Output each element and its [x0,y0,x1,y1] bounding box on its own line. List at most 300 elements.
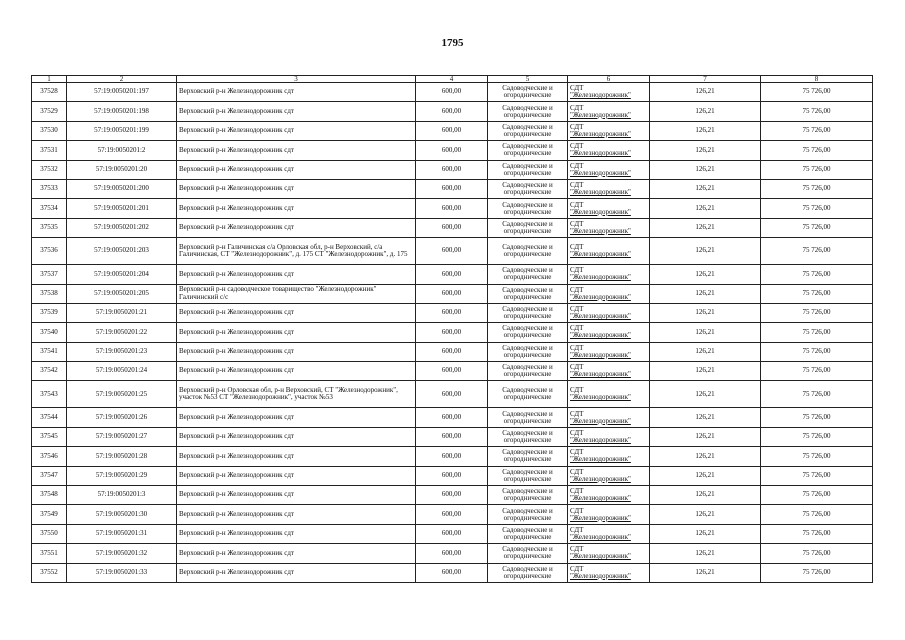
cadastral-number: 57:19:0050201:25 [67,381,177,408]
address: Верховский р-н Железнодорожник сдт [177,141,416,160]
land-use [488,102,568,121]
land-use-line1: Садоводческие и [502,161,553,170]
land-use [488,524,568,543]
land-use [488,218,568,237]
table-row [32,486,873,505]
table-row [32,342,873,361]
organization [568,323,650,342]
area: 600,00 [416,102,488,121]
land-use-line2: огороднические [503,455,552,464]
cadastral-number: 57:19:0050201:29 [67,466,177,485]
row-number: 37533 [32,179,67,198]
cadastral-number: 57:19:0050201:32 [67,544,177,563]
table-row [32,102,873,121]
specific-value: 126,21 [650,303,761,322]
organization-line2: "Железнодорожник" [570,292,631,301]
row-number: 37547 [32,466,67,485]
table-row [32,466,873,485]
land-use-line1: Садоводческие и [502,285,553,294]
organization-line1: СДТ [570,564,584,573]
address: Верховский р-н Железнодорожник сдт [177,524,416,543]
row-number: 37537 [32,265,67,284]
organization-line2: "Железнодорожник" [570,188,631,197]
organization-line2: "Железнодорожник" [570,494,631,503]
col-header-6: 6 [568,76,650,83]
organization-line2: "Железнодорожник" [570,207,631,216]
table-row [32,121,873,140]
row-number: 37541 [32,342,67,361]
land-use-line1: Садоводческие и [502,181,553,190]
address: Верховский р-н Железнодорожник сдт [177,466,416,485]
area: 600,00 [416,505,488,524]
land-use-line2: огороднические [503,110,552,119]
cadastral-value: 75 726,00 [761,121,873,140]
organization-line2: "Железнодорожник" [570,455,631,464]
specific-value: 126,21 [650,342,761,361]
land-use-line1: Садоводческие и [502,564,553,573]
table-row [32,179,873,198]
organization-line2: "Железнодорожник" [570,393,631,402]
cadastral-value: 75 726,00 [761,303,873,322]
land-use [488,408,568,427]
address: Верховский р-н Железнодорожник сдт [177,342,416,361]
organization-line1: СДТ [570,448,584,457]
organization [568,121,650,140]
specific-value: 126,21 [650,447,761,466]
page-number: 1795 [441,37,464,49]
organization [568,381,650,408]
organization-line1: СДТ [570,545,584,554]
land-use-line1: Садоводческие и [502,266,553,275]
organization-line2: "Железнодорожник" [570,370,631,379]
land-use-line2: огороднические [503,226,552,235]
address: Верховский р-н Железнодорожник сдт [177,218,416,237]
organization-line2: "Железнодорожник" [570,250,631,259]
organization [568,486,650,505]
area: 600,00 [416,342,488,361]
land-use [488,141,568,160]
land-use-line2: огороднические [503,533,552,541]
cadastral-value: 75 726,00 [761,486,873,505]
cadastral-number: 57:19:0050201:3 [67,486,177,505]
area: 600,00 [416,427,488,446]
land-use-line1: Садоводческие и [502,506,553,515]
area: 600,00 [416,121,488,140]
organization-line2: "Железнодорожник" [570,129,631,138]
land-use-line1: Садоводческие и [502,386,553,395]
cadastral-number: 57:19:0050201:199 [67,121,177,140]
col-header-7: 7 [650,76,761,83]
table-row [32,563,873,582]
organization-line1: СДТ [570,487,584,496]
cadastral-number: 57:19:0050201:204 [67,265,177,284]
address: Верховский р-н Железнодорожник сдт [177,427,416,446]
land-use-line1: Садоводческие и [502,305,553,314]
area: 600,00 [416,524,488,543]
land-use [488,303,568,322]
land-use-line2: огороднические [503,416,552,425]
organization [568,160,650,179]
organization [568,524,650,543]
row-number: 37536 [32,238,67,265]
organization-line2: "Железнодорожник" [570,110,631,119]
land-use-line1: Садоводческие и [502,103,553,112]
land-use [488,544,568,563]
cadastral-value: 75 726,00 [761,342,873,361]
land-use [488,505,568,524]
specific-value: 126,21 [650,218,761,237]
organization-line1: СДТ [570,285,584,294]
land-use-line2: огороднические [503,129,552,138]
land-use [488,342,568,361]
table-row [32,199,873,218]
organization [568,141,650,160]
cadastral-value: 75 726,00 [761,141,873,160]
area: 600,00 [416,141,488,160]
area: 600,00 [416,199,488,218]
row-number: 37532 [32,160,67,179]
organization [568,284,650,303]
land-use-line2: огороднические [503,350,552,359]
organization [568,362,650,381]
land-use [488,265,568,284]
land-use-line2: огороднические [503,513,552,522]
organization-line1: СДТ [570,219,584,228]
specific-value: 126,21 [650,160,761,179]
organization [568,563,650,582]
area: 600,00 [416,238,488,265]
cadastral-number: 57:19:0050201:202 [67,218,177,237]
land-use [488,199,568,218]
land-use-line1: Садоводческие и [502,409,553,418]
land-use [488,323,568,342]
organization-line1: СДТ [570,84,584,93]
row-number: 37550 [32,524,67,543]
cadastral-number: 57:19:0050201:201 [67,199,177,218]
cadastral-value: 75 726,00 [761,563,873,582]
table-row [32,408,873,427]
cadastral-value: 75 726,00 [761,218,873,237]
organization-line2: "Железнодорожник" [570,533,631,541]
organization-line1: СДТ [570,409,584,418]
cadastral-number: 57:19:0050201:200 [67,179,177,198]
organization-line1: СДТ [570,200,584,209]
cadastral-value: 75 726,00 [761,362,873,381]
cadastral-value: 75 726,00 [761,466,873,485]
area: 600,00 [416,486,488,505]
organization-line2: "Железнодорожник" [570,168,631,177]
land-use-line1: Садоводческие и [502,142,553,151]
row-number: 37535 [32,218,67,237]
table-row [32,238,873,265]
cadastral-value: 75 726,00 [761,447,873,466]
land-use-line1: Садоводческие и [502,467,553,476]
land-use-line2: огороднические [503,250,552,259]
area: 600,00 [416,179,488,198]
area: 600,00 [416,265,488,284]
land-use [488,179,568,198]
row-number: 37534 [32,199,67,218]
cadastral-number: 57:19:0050201:2 [67,141,177,160]
organization-line1: СДТ [570,467,584,476]
land-use-line1: Садоводческие и [502,363,553,372]
organization-line2: "Железнодорожник" [570,331,631,340]
organization [568,102,650,121]
land-use-line1: Садоводческие и [502,343,553,352]
address: Верховский р-н Железнодорожник сдт [177,303,416,322]
organization-line1: СДТ [570,429,584,438]
organization [568,179,650,198]
area: 600,00 [416,323,488,342]
col-header-1: 1 [32,76,67,83]
table-row [32,303,873,322]
area: 600,00 [416,362,488,381]
address: Верховский р-н Железнодорожник сдт [177,447,416,466]
land-use-line2: огороднические [503,393,552,402]
table-row [32,524,873,543]
organization-line1: СДТ [570,243,584,252]
specific-value: 126,21 [650,83,761,102]
organization [568,265,650,284]
area: 600,00 [416,160,488,179]
table-row [32,544,873,563]
specific-value: 126,21 [650,427,761,446]
specific-value: 126,21 [650,362,761,381]
address: Верховский р-н Железнодорожник сдт [177,83,416,102]
organization [568,447,650,466]
organization [568,342,650,361]
organization-line2: "Железнодорожник" [570,273,631,282]
organization [568,427,650,446]
cadastral-value: 75 726,00 [761,238,873,265]
row-number: 37539 [32,303,67,322]
organization-line1: СДТ [570,266,584,275]
cadastral-value: 75 726,00 [761,83,873,102]
table-row [32,284,873,303]
row-number: 37528 [32,83,67,102]
col-header-5: 5 [488,76,568,83]
land-use [488,563,568,582]
specific-value: 126,21 [650,381,761,408]
specific-value: 126,21 [650,466,761,485]
organization [568,505,650,524]
organization-line1: СДТ [570,142,584,151]
specific-value: 126,21 [650,179,761,198]
cadastral-number: 57:19:0050201:23 [67,342,177,361]
organization [568,544,650,563]
col-header-2: 2 [67,76,177,83]
cadastral-number: 57:19:0050201:198 [67,102,177,121]
row-number: 37530 [32,121,67,140]
row-number: 37543 [32,381,67,408]
cadastral-number: 57:19:0050201:33 [67,563,177,582]
cadastral-value: 75 726,00 [761,160,873,179]
area: 600,00 [416,381,488,408]
row-number: 37549 [32,505,67,524]
organization-line2: "Железнодорожник" [570,474,631,483]
organization-line2: "Железнодорожник" [570,436,631,445]
land-use-line1: Садоводческие и [502,243,553,252]
cadastral-number: 57:19:0050201:22 [67,323,177,342]
table-row [32,160,873,179]
row-number: 37544 [32,408,67,427]
cadastral-value: 75 726,00 [761,427,873,446]
land-use-line2: огороднические [503,474,552,483]
table-row [32,83,873,102]
organization [568,199,650,218]
table-row [32,265,873,284]
table-row [32,447,873,466]
land-use-line1: Садоводческие и [502,429,553,438]
col-header-4: 4 [416,76,488,83]
address: Верховский р-н Железнодорожник сдт [177,102,416,121]
row-number: 37551 [32,544,67,563]
address: Верховский р-н Железнодорожник сдт [177,544,416,563]
land-use-line2: огороднические [503,331,552,340]
address: Верховский р-н Железнодорожник сдт [177,505,416,524]
cadastral-number: 57:19:0050201:30 [67,505,177,524]
organization-line1: СДТ [570,506,584,515]
address: Верховский р-н Железнодорожник сдт [177,362,416,381]
specific-value: 126,21 [650,102,761,121]
col-header-8: 8 [761,76,873,83]
land-use-line1: Садоводческие и [502,324,553,333]
column-number-row [32,76,873,83]
organization-line2: "Железнодорожник" [570,513,631,522]
table-row [32,141,873,160]
organization-line1: СДТ [570,161,584,170]
cadastral-number: 57:19:0050201:205 [67,284,177,303]
table-row [32,505,873,524]
address: Верховский р-н Орловская обл, р-н Верховский, СТ "Железнодорожник", участок №53 СТ "Железнодорожник", участок №53 [177,381,416,408]
cadastral-value: 75 726,00 [761,179,873,198]
land-use-line2: огороднические [503,436,552,445]
organization-line2: "Железнодорожник" [570,416,631,425]
table-row [32,323,873,342]
land-use [488,427,568,446]
land-use [488,160,568,179]
organization-line2: "Железнодорожник" [570,312,631,321]
land-use-line2: огороднические [503,370,552,379]
organization-line2: "Железнодорожник" [570,571,631,580]
cadastral-number: 57:19:0050201:21 [67,303,177,322]
organization-line1: СДТ [570,305,584,314]
organization-line1: СДТ [570,103,584,112]
address: Верховский р-н Железнодорожник сдт [177,563,416,582]
organization-line1: СДТ [570,363,584,372]
table-row [32,218,873,237]
specific-value: 126,21 [650,486,761,505]
table-row [32,381,873,408]
table-row [32,362,873,381]
row-number: 37552 [32,563,67,582]
land-use-line1: Садоводческие и [502,448,553,457]
cadastral-number: 57:19:0050201:31 [67,524,177,543]
cadastral-number: 57:19:0050201:203 [67,238,177,265]
row-number: 37540 [32,323,67,342]
land-use-line2: огороднические [503,494,552,503]
organization-line2: "Железнодорожник" [570,552,631,561]
land-use-line1: Садоводческие и [502,487,553,496]
address: Верховский р-н Железнодорожник сдт [177,160,416,179]
col-header-3: 3 [177,76,416,83]
specific-value: 126,21 [650,524,761,543]
land-use [488,447,568,466]
address: Верховский р-н Железнодорожник сдт [177,323,416,342]
organization-line1: СДТ [570,343,584,352]
area: 600,00 [416,303,488,322]
area: 600,00 [416,284,488,303]
land-use-line2: огороднические [503,149,552,158]
land-use-line1: Садоводческие и [502,84,553,93]
specific-value: 126,21 [650,544,761,563]
row-number: 37531 [32,141,67,160]
row-number: 37545 [32,427,67,446]
land-use-line2: огороднические [503,292,552,301]
address: Верховский р-н Железнодорожник сдт [177,199,416,218]
organization [568,466,650,485]
specific-value: 126,21 [650,265,761,284]
land-use [488,362,568,381]
land-use-line1: Садоводческие и [502,526,553,534]
row-number: 37548 [32,486,67,505]
area: 600,00 [416,447,488,466]
cadastral-value: 75 726,00 [761,323,873,342]
cadastral-value: 75 726,00 [761,265,873,284]
cadastral-value: 75 726,00 [761,544,873,563]
address: Верховский р-н Железнодорожник сдт [177,486,416,505]
area: 600,00 [416,544,488,563]
land-use-line1: Садоводческие и [502,200,553,209]
land-use-line1: Садоводческие и [502,219,553,228]
specific-value: 126,21 [650,563,761,582]
organization-line1: СДТ [570,181,584,190]
cadastral-table [31,75,873,583]
land-use-line2: огороднические [503,188,552,197]
land-use [488,466,568,485]
area: 600,00 [416,408,488,427]
row-number: 37538 [32,284,67,303]
specific-value: 126,21 [650,505,761,524]
organization [568,218,650,237]
specific-value: 126,21 [650,323,761,342]
address: Верховский р-н Железнодорожник сдт [177,121,416,140]
organization [568,408,650,427]
land-use-line1: Садоводческие и [502,122,553,131]
organization [568,303,650,322]
cadastral-value: 75 726,00 [761,102,873,121]
row-number: 37529 [32,102,67,121]
row-number: 37546 [32,447,67,466]
cadastral-value: 75 726,00 [761,284,873,303]
land-use [488,486,568,505]
address: Верховский р-н Железнодорожник сдт [177,408,416,427]
table-body [32,83,873,583]
land-use-line2: огороднические [503,571,552,580]
organization [568,83,650,102]
land-use-line2: огороднические [503,273,552,282]
land-use-line1: Садоводческие и [502,545,553,554]
organization [568,238,650,265]
land-use [488,284,568,303]
cadastral-value: 75 726,00 [761,524,873,543]
cadastral-value: 75 726,00 [761,505,873,524]
organization-line2: "Железнодорожник" [570,91,631,100]
cadastral-number: 57:19:0050201:27 [67,427,177,446]
land-use-line2: огороднические [503,207,552,216]
specific-value: 126,21 [650,238,761,265]
specific-value: 126,21 [650,121,761,140]
